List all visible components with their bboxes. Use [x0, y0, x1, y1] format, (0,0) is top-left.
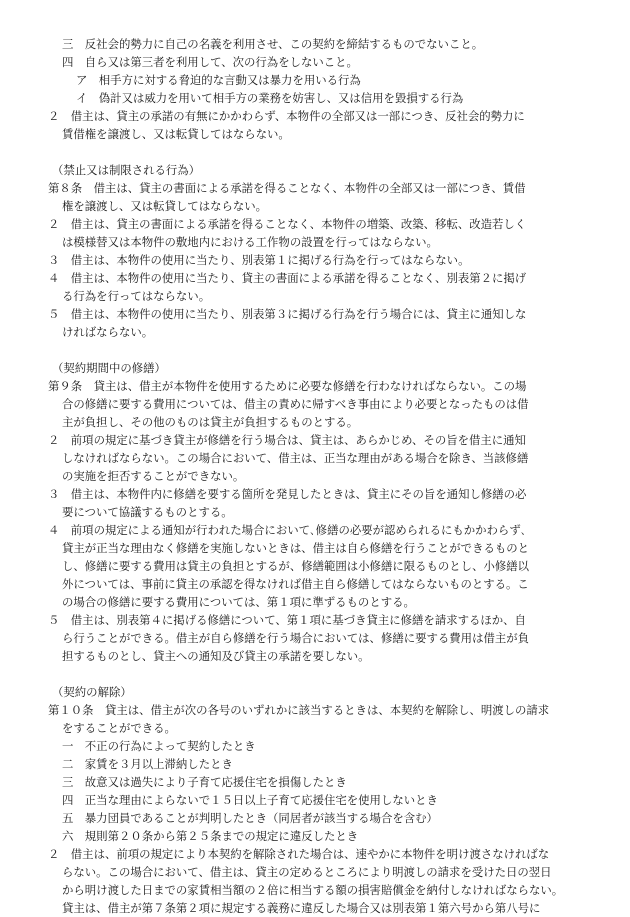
list-item: 六 規則第２０条から第２５条までの規定に違反したとき [62, 829, 359, 843]
text-line: ２ 借主は、前項の規定により本契約を解除された場合は、速やかに本物件を明け渡さなければな [48, 847, 550, 861]
text-line: しなければならない。この場合において、借主は、正当な理由がある場合を除き、当該修繕 [62, 451, 529, 465]
text-line: 外については、事前に貸主の承認を得なければ借主自ら修繕してはならないものとする。こ [62, 577, 529, 591]
text-line: ら行うことができる。借主が自ら修繕を行う場合においては、修繕に要する費用は借主が負 [62, 631, 530, 645]
text-line: る行為を行ってはならない。 [62, 289, 211, 303]
text-line: 三 反社会的勢力に自己の名義を利用させ、この契約を締結するものでないこと。 [62, 37, 484, 51]
text-line: イ 偽計又は威力を用いて相手方の業務を妨害し、又は信用を毀損する行為 [76, 91, 464, 105]
list-item: 四 正当な理由によらないで１５日以上子育て応援住宅を使用しないとき [62, 793, 438, 807]
section-heading: （契約期間中の修繕） [52, 361, 166, 375]
text-line: ４ 借主は、本物件の使用に当たり、貸主の書面による承諾を得ることなく、別表第２に掲げ [48, 271, 527, 285]
text-line: ３ 借主は、本物件内に修繕を要する箇所を発見したときは、貸主にその旨を通知し修繕の必 [48, 487, 527, 501]
text-line: 第１０条 貸主は、借主が次の各号のいずれかに該当するときは、本契約を解除し、明渡しの請求 [48, 703, 550, 717]
list-item: 一 不正の行為によって契約したとき [62, 739, 256, 753]
text-line: 貸主は、借主が第７条第２項に規定する義務に違反した場合又は別表第１第六号から第八号に [62, 901, 541, 915]
text-line: 賃借権を譲渡し、又は転貸してはならない。 [62, 127, 290, 141]
text-line: ５ 借主は、本物件の使用に当たり、別表第３に掲げる行為を行う場合には、貸主に通知しな [48, 307, 527, 321]
text-line: ５ 借主は、別表第４に掲げる修繕について、第１項に基づき貸主に修繕を請求するほか、自 [48, 613, 526, 627]
text-line: し、修繕に要する費用は貸主の負担とするが、修繕範囲は小修繕に限るものとし、小修繕以 [62, 559, 530, 573]
text-line: 主が負担し、その他のものは貸主が負担するものとする。 [62, 415, 359, 429]
text-line: ２ 借主は、貸主の書面による承諾を得ることなく、本物件の増築、改築、移転、改造若しく [48, 217, 527, 231]
text-line: ２ 前項の規定に基づき貸主が修繕を行う場合は、貸主は、あらかじめ、その旨を借主に通知 [48, 433, 526, 447]
text-line: 要について協議するものとする。 [62, 505, 233, 519]
text-line: 合の修繕に要する費用については、借主の責めに帰すべき事由により必要となったものは借 [62, 397, 529, 411]
text-line: ア 相手方に対する脅迫的な言動又は暴力を用いる行為 [76, 73, 361, 87]
text-line: らない。この場合において、借主は、貸主の定めるところにより明渡しの請求を受けた日の翌日 [62, 865, 552, 879]
section-heading: （契約の解除） [52, 685, 132, 699]
text-line: の場合の修繕に要する費用については、第１項に準ずるものとする。 [62, 595, 415, 609]
text-line: をすることができる。 [62, 721, 176, 735]
text-line: から明け渡した日までの家賃相当額の２倍に相当する額の損害賠償金を納付しなければならない。 [62, 883, 564, 897]
text-line: 貸主が正当な理由なく修繕を実施しないときは、借主は自ら修繕を行うことができるものと [62, 541, 530, 555]
text-line: は模様替又は本物件の敷地内における工作物の設置を行ってはならない。 [62, 235, 438, 249]
text-line: の実施を拒否することができない。 [62, 469, 245, 483]
section-heading: （禁止又は制限される行為） [52, 163, 201, 177]
text-line: 第９条 貸主は、借主が本物件を使用するために必要な修繕を行わなければならない。この場 [48, 379, 527, 393]
text-line: ２ 借主は、貸主の承諾の有無にかかわらず、本物件の全部又は一部につき、反社会的勢力に [48, 109, 525, 123]
list-item: 五 暴力団員であることが判明したとき（同居者が該当する場合を含む） [62, 811, 438, 825]
text-line: 第８条 借主は、貸主の書面による承諾を得ることなく、本物件の全部又は一部につき、賃借 [48, 181, 526, 195]
text-line: ４ 前項の規定による通知が行われた場合において､修繕の必要が認められるにもかかわらず､ [48, 523, 527, 537]
text-line: ３ 借主は、本物件の使用に当たり、別表第１に掲げる行為を行ってはならない。 [48, 253, 470, 267]
text-line: 担するものとし、貸主への通知及び貸主の承諾を要しない。 [62, 649, 370, 663]
text-line: 四 自ら又は第三者を利用して、次の行為をしないこと。 [62, 55, 358, 69]
text-line: ければならない。 [62, 325, 154, 339]
text-line: 権を譲渡し、又は転貸してはならない。 [62, 199, 268, 213]
list-item: 二 家賃を３月以上滞納したとき [62, 757, 233, 771]
list-item: 三 故意又は過失により子育て応援住宅を損傷したとき [62, 775, 347, 789]
